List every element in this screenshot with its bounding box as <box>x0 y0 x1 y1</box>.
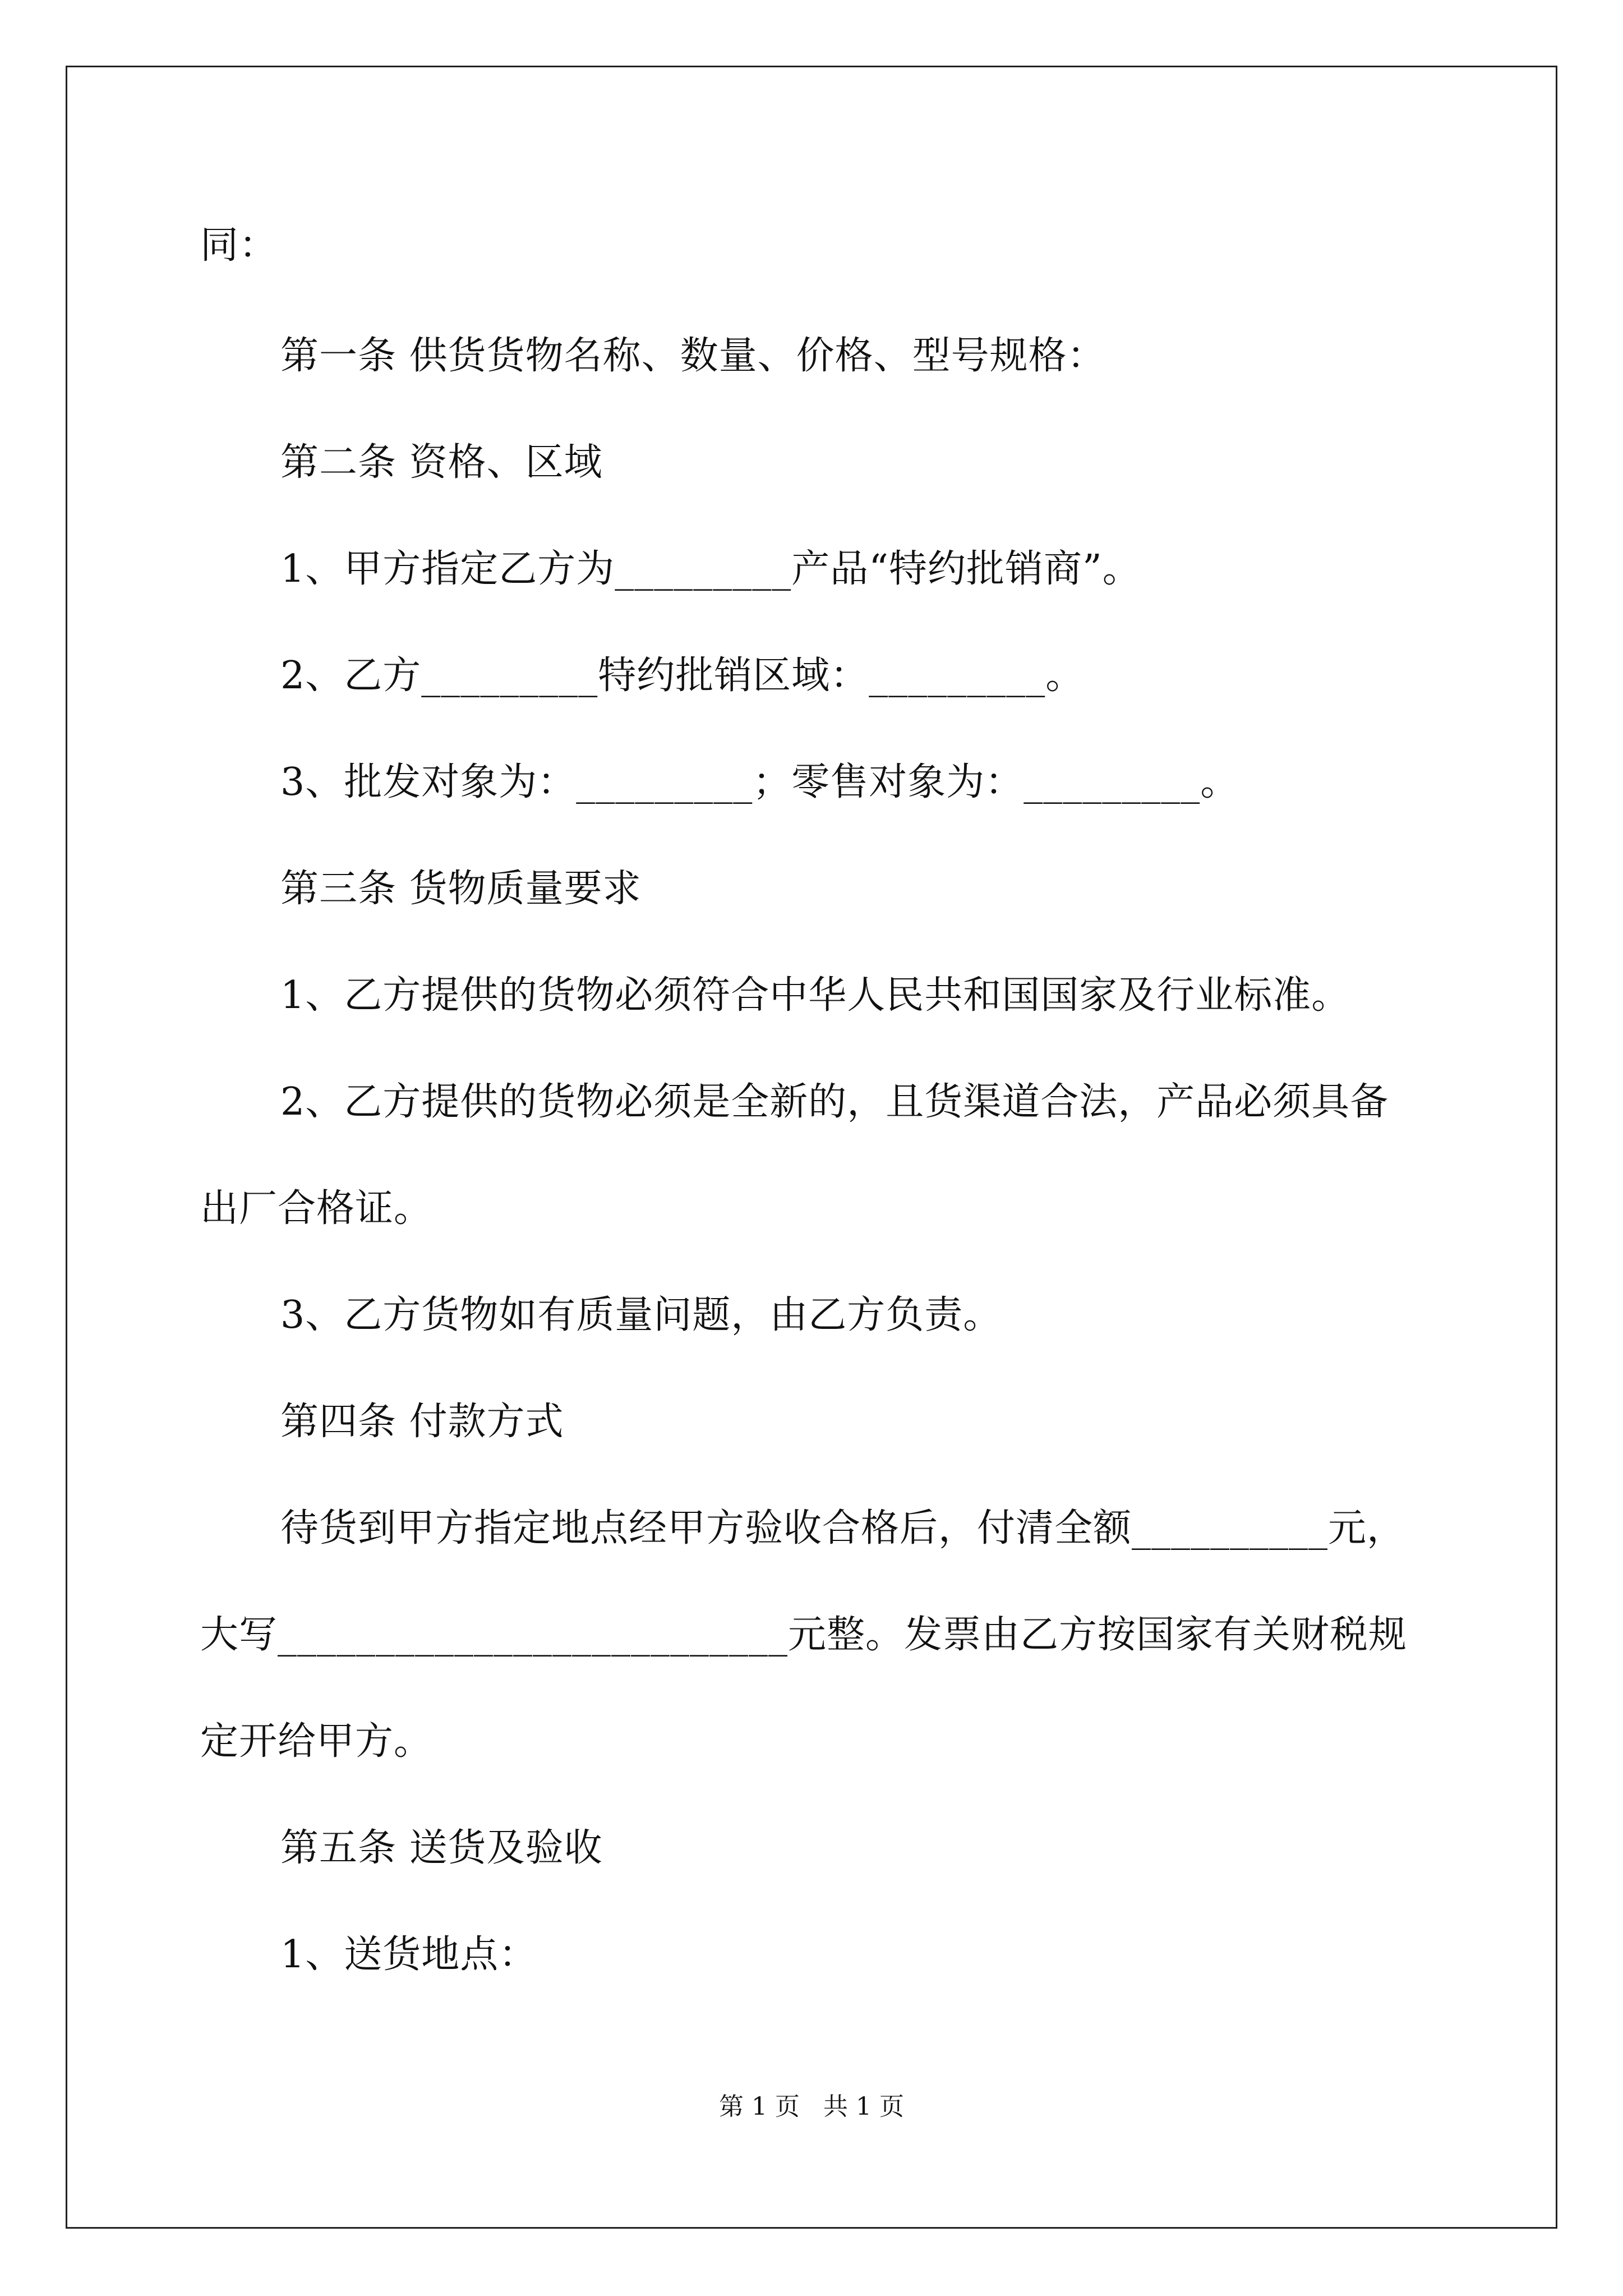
article-1-heading: 第一条 供货货物名称、数量、价格、型号规格： <box>280 334 1106 378</box>
article-4-paragraph-cont-2: 定开给甲方。 <box>200 1719 433 1764</box>
article-3-clause-1: 1、乙方提供的货物必须符合中华人民共和国国家及行业标准。 <box>280 973 1350 1018</box>
article-5-heading: 第五条 送货及验收 <box>280 1826 603 1870</box>
article-3-clause-3: 3、乙方货物如有质量问题，由乙方负责。 <box>280 1293 1002 1337</box>
article-2-heading: 第二条 资格、区域 <box>280 440 603 485</box>
article-3-clause-2: 2、乙方提供的货物必须是全新的，且货渠道合法，产品必须具备 <box>280 1080 1389 1124</box>
article-2-clause-2: 2、乙方_________特约批销区域：_________。 <box>280 654 1085 698</box>
article-4-paragraph: 待货到甲方指定地点经甲方验收合格后，付清全额__________元， <box>280 1506 1406 1550</box>
article-2-clause-3: 3、批发对象为：_________；零售对象为：_________。 <box>280 760 1239 804</box>
article-2-clause-1: 1、甲方指定乙方为_________产品“特约批销商”。 <box>280 547 1141 591</box>
article-4-heading: 第四条 付款方式 <box>280 1400 564 1444</box>
doc-line-tongxu: 同： <box>200 223 278 268</box>
article-5-clause-1: 1、送货地点： <box>280 1932 538 1977</box>
article-3-clause-2-cont: 出厂合格证。 <box>200 1186 433 1231</box>
page-border <box>66 66 1557 2229</box>
article-3-heading: 第三条 货物质量要求 <box>280 867 642 911</box>
page-number-footer: 第 1 页 共 1 页 <box>719 2092 904 2121</box>
article-4-paragraph-cont-1: 大写__________________________元整。发票由乙方按国家有关财税规 <box>200 1613 1408 1657</box>
